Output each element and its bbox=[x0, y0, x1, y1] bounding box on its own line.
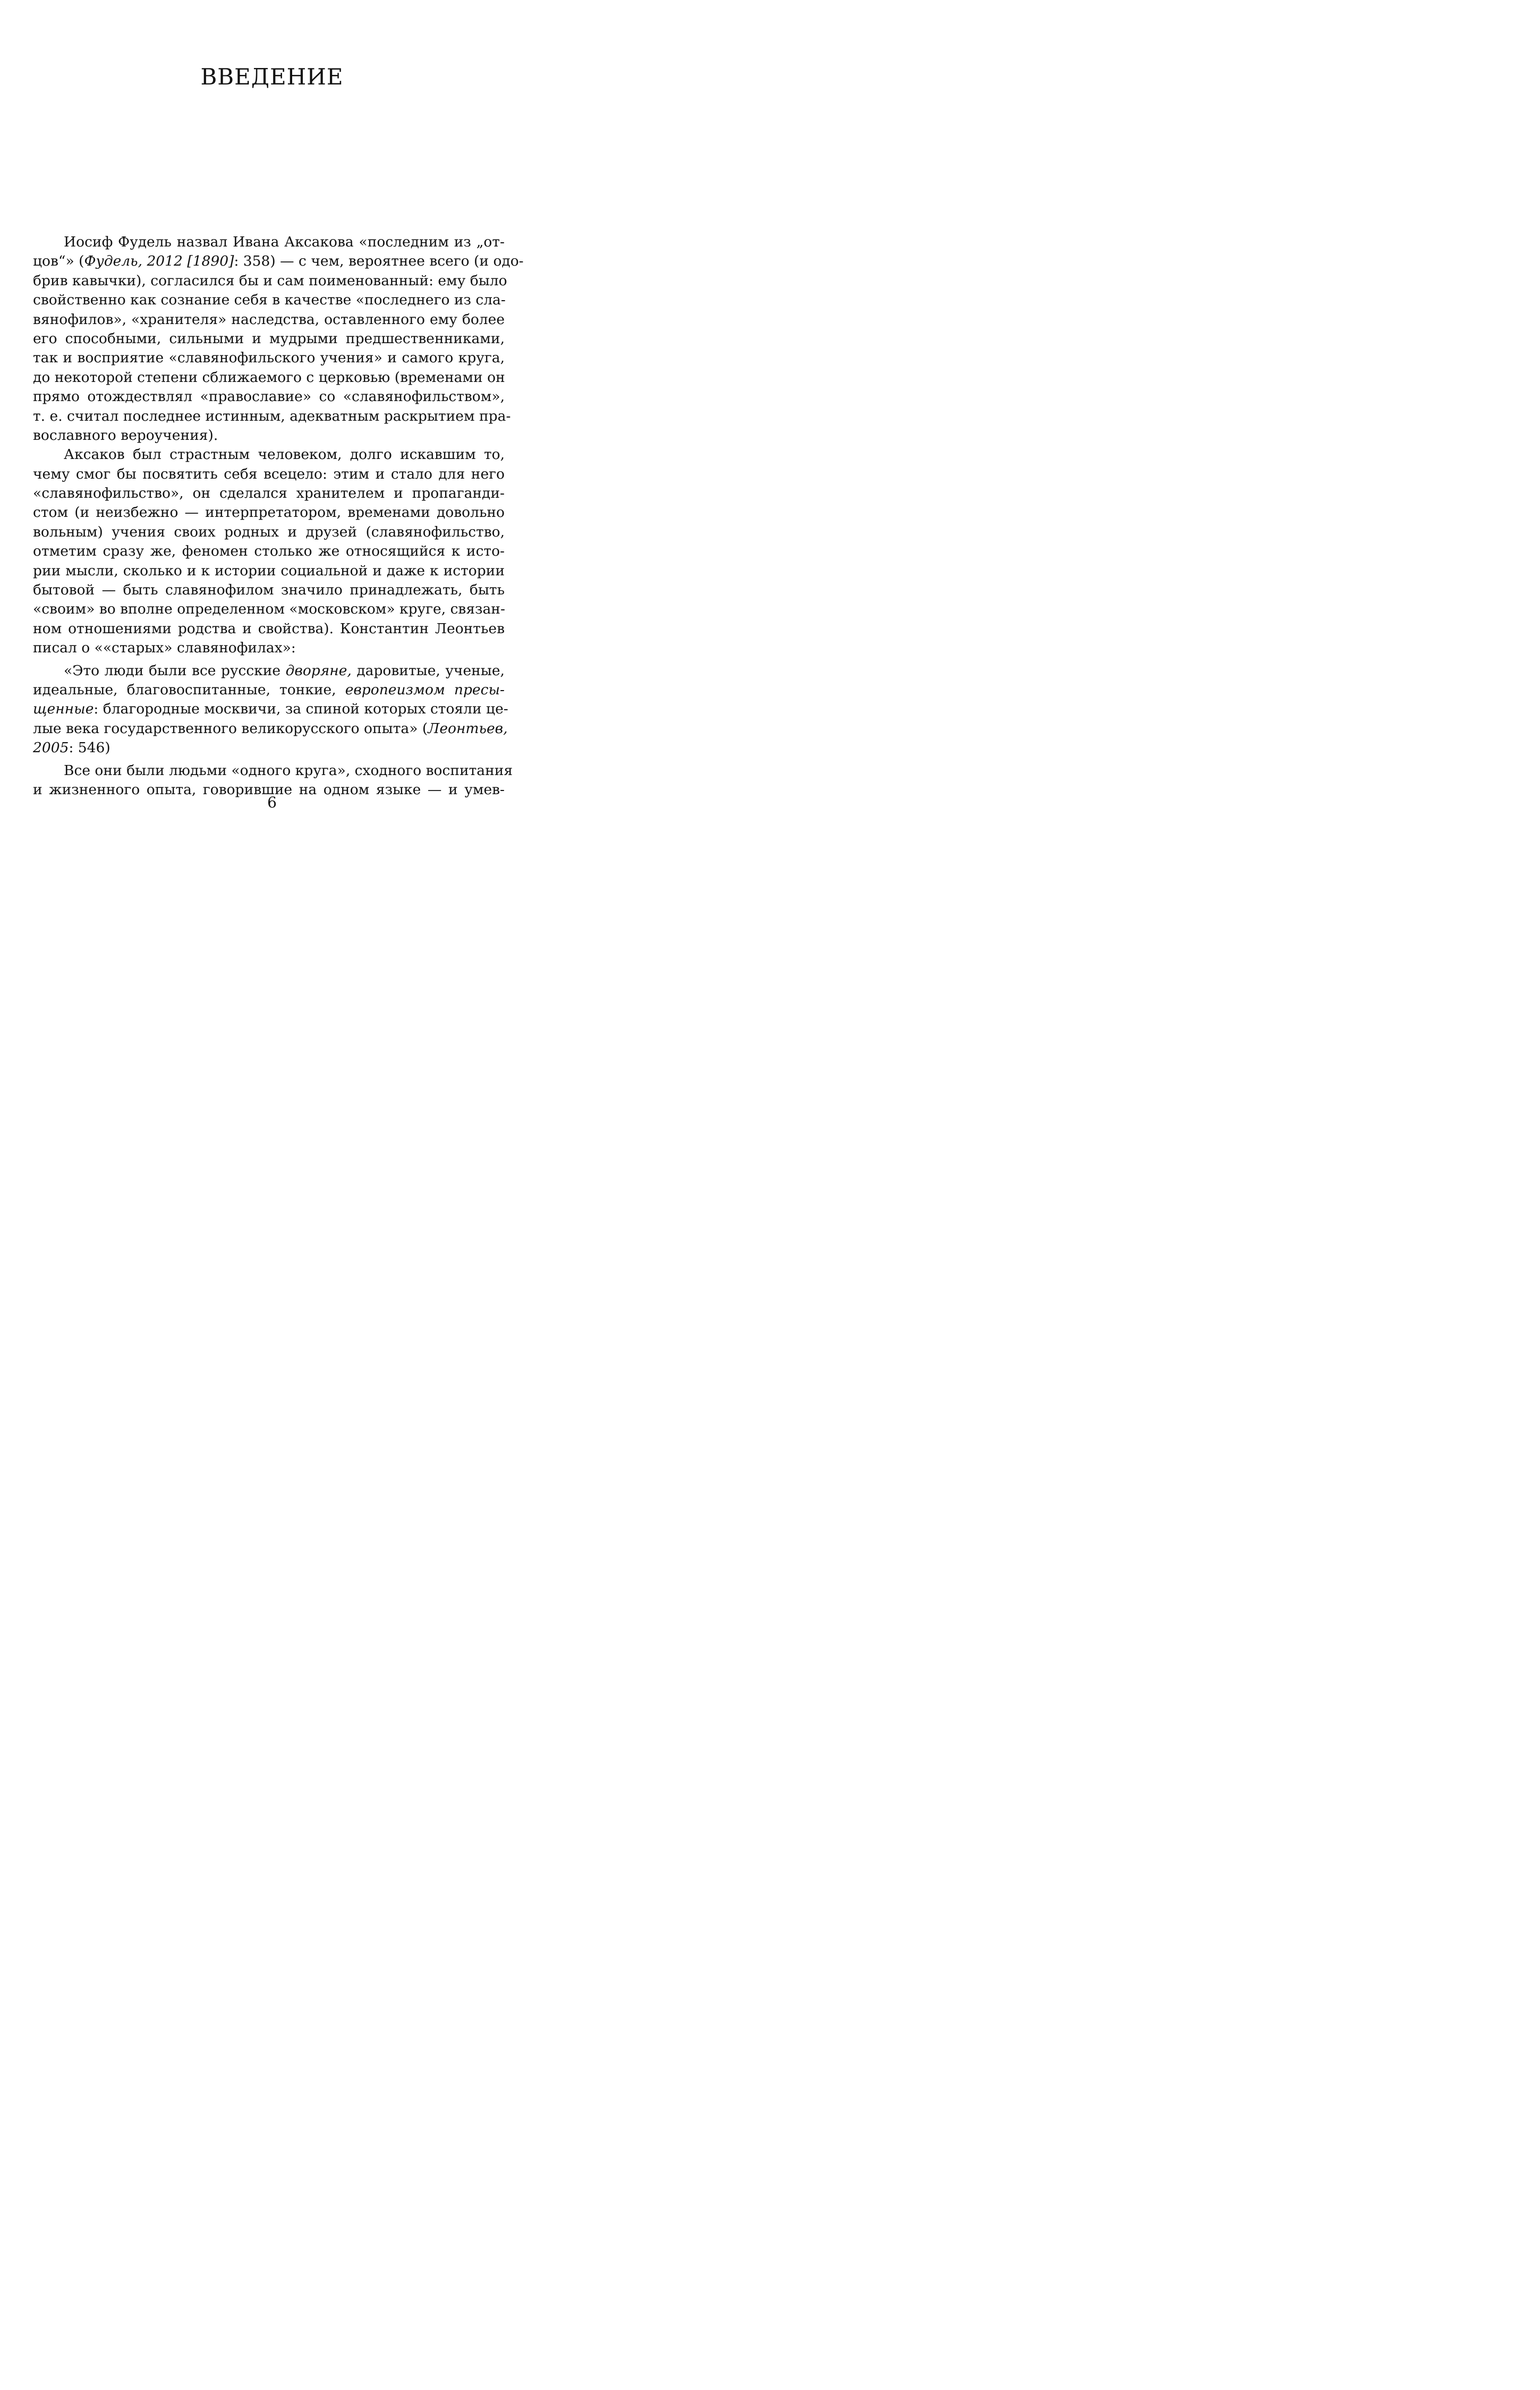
text-line: стом (и неизбежно — интерпретатором, временами довольно bbox=[33, 504, 505, 521]
emphasis: дворяне, bbox=[285, 662, 352, 679]
chapter-title: ВВЕДЕНИЕ bbox=[200, 64, 344, 90]
quote-line bbox=[33, 738, 505, 758]
emphasis: европеизмом пресы- bbox=[345, 681, 505, 698]
text-line: «славянофильство», он сделался хранителем и пропаганди- bbox=[33, 485, 505, 502]
text-segment: : 358) — с чем, вероятнее всего (и одо- bbox=[234, 253, 524, 270]
text-line: Иосиф Фудель назвал Ивана Аксакова «последним из „от- bbox=[64, 234, 505, 250]
text-segment: лые века государственного великорусского опыта» ( bbox=[33, 720, 428, 737]
text-segment: даровитые, ученые, bbox=[351, 662, 505, 679]
text-line: до некоторой степени сближаемого с церковью (временами он bbox=[33, 369, 505, 386]
text-line: так и восприятие «славянофильского учения» и самого круга, bbox=[33, 350, 505, 367]
text-segment: цов“» ( bbox=[33, 253, 84, 270]
quote-line bbox=[33, 661, 505, 681]
text-line: брив кавычки), согласился бы и сам поименованный: ему было bbox=[33, 272, 507, 289]
page-number: 6 bbox=[267, 794, 277, 811]
text-line: вольным) учения своих родных и друзей (славянофильство, bbox=[33, 523, 505, 540]
citation-reference: Фудель, 2012 [1890] bbox=[84, 253, 234, 270]
emphasis: щенные bbox=[33, 701, 94, 718]
text-line: Аксаков был страстным человеком, долго искавшим то, bbox=[64, 446, 505, 463]
text-line: его способными, сильными и мудрыми предшественниками, bbox=[33, 330, 505, 347]
text-line: и жизненного опыта, говорившие на одном языке — и умев- bbox=[33, 781, 505, 798]
text-line: свойственно как сознание себя в качестве «последнего из сла- bbox=[33, 292, 506, 309]
block-quote bbox=[33, 661, 508, 758]
text-line: Все они были людьми «одного круга», сходного воспитания bbox=[64, 762, 513, 779]
book-page bbox=[0, 0, 544, 844]
text-line: прямо отождествлял «православие» со «славянофильством», bbox=[33, 388, 505, 405]
text-line: писал о ««старых» славянофилах»: bbox=[33, 640, 296, 657]
text-segment: идеальные, благовоспитанные, тонкие, bbox=[33, 681, 345, 698]
text-line: т. е. считал последнее истинным, адекватным раскрытием пра- bbox=[33, 407, 511, 424]
text-line: отметим сразу же, феномен столько же относящийся к исто- bbox=[33, 543, 505, 560]
text-line: рии мысли, сколько и к истории социальной и даже к истории bbox=[33, 562, 505, 579]
text-line: вянофилов», «хранителя» наследства, оставленного ему более bbox=[33, 311, 505, 328]
text-line bbox=[33, 252, 524, 271]
text-line: чему смог бы посвятить себя всецело: этим и стало для него bbox=[33, 465, 505, 482]
citation-reference: Леонтьев, bbox=[428, 720, 508, 737]
text-segment: : 546) bbox=[69, 739, 110, 756]
paragraph-1 bbox=[33, 233, 524, 445]
body-text bbox=[33, 233, 524, 799]
text-segment: «Это люди были все русские bbox=[64, 662, 286, 679]
text-line: «своим» во вполне определенном «московском» круге, связан- bbox=[33, 601, 505, 618]
quote-line bbox=[33, 700, 508, 719]
text-line: вославного вероучения). bbox=[33, 427, 218, 444]
quote-line bbox=[33, 719, 508, 738]
citation-reference: 2005 bbox=[33, 739, 69, 756]
text-segment: : благородные москвичи, за спиной которых стояли це- bbox=[93, 701, 508, 718]
text-line: ном отношениями родства и свойства). Константин Леонтьев bbox=[33, 620, 505, 637]
paragraph-2 bbox=[33, 445, 505, 658]
text-line: бытовой — быть славянофилом значило принадлежать, быть bbox=[33, 582, 505, 599]
quote-line bbox=[33, 681, 505, 700]
